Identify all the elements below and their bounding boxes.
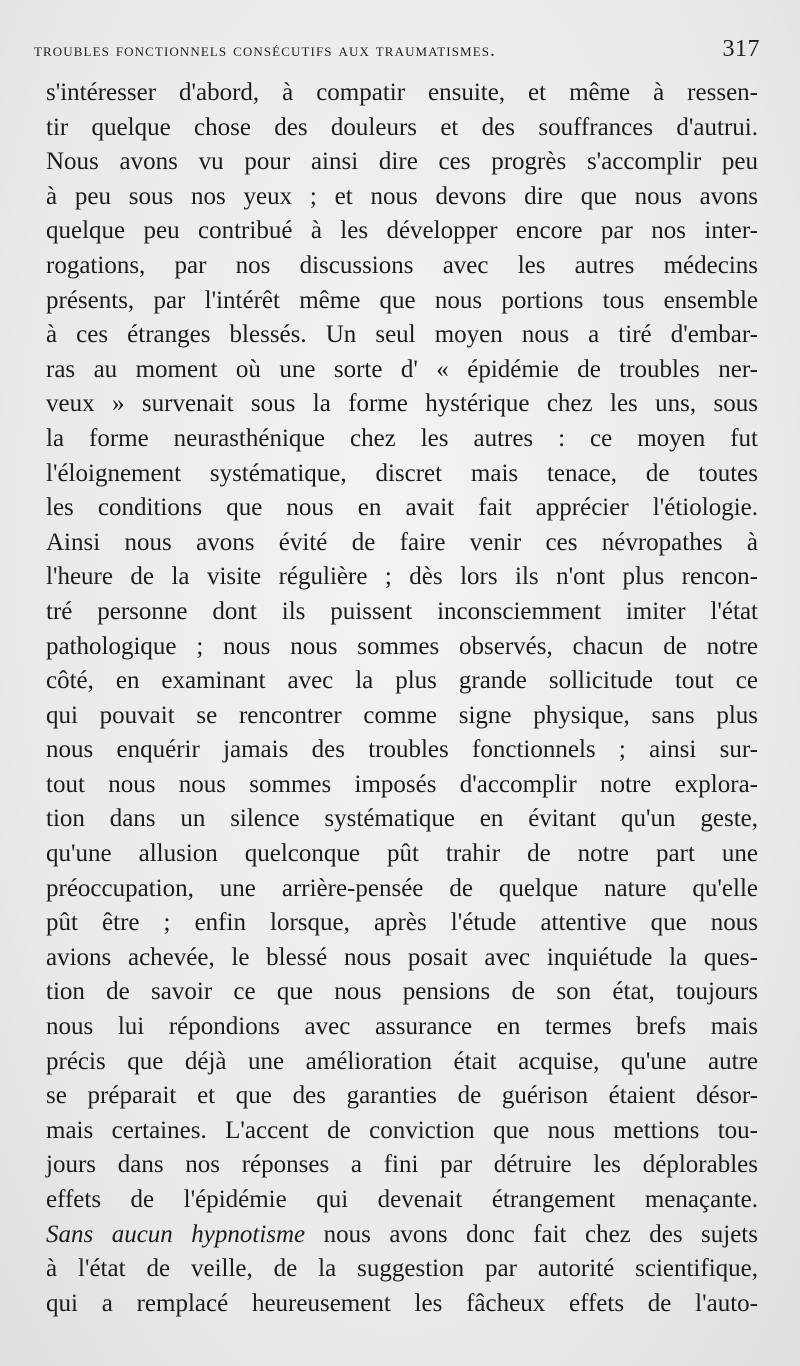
text-line: présents, par l'intérêt même que nous portions tous ensemble <box>46 286 758 314</box>
text-line: pût être ; enfin lorsque, après l'étude attentive que nous <box>46 909 758 937</box>
text-line: quelque peu contribué à les développer encore par nos inter- <box>46 217 758 245</box>
text-line: à peu sous nos yeux ; et nous devons dire que nous avons <box>46 182 758 210</box>
text-line: tion de savoir ce que nous pensions de son état, toujours <box>46 978 758 1006</box>
text-line-rest: nous avons donc fait chez des sujets <box>305 1220 758 1248</box>
text-line: les conditions que nous en avait fait apprécier l'étiologie. <box>46 494 758 522</box>
text-line: s'intéresser d'abord, à compatir ensuite, et même à ressen- <box>46 79 758 106</box>
body-text <box>46 76 758 1321</box>
text-line: tion dans un silence systématique en évitant qu'un geste, <box>46 805 758 833</box>
italic-phrase: Sans aucun hypnotisme <box>46 1220 306 1248</box>
text-line: mais certaines. L'accent de conviction que nous mettions tou- <box>46 1116 758 1144</box>
text-line: nous enquérir jamais des troubles fonctionnels ; ainsi sur- <box>46 736 758 764</box>
text-line: tré personne dont ils puissent inconsciemment imiter l'état <box>46 597 758 625</box>
text-line: préoccupation, une arrière-pensée de quelque nature qu'elle <box>46 874 758 902</box>
text-line: rogations, par nos discussions avec les autres médecins <box>46 251 758 279</box>
text-line: pathologique ; nous nous sommes observés, chacun de notre <box>46 632 758 660</box>
text-line: tir quelque chose des douleurs et des souffrances d'autrui. <box>46 113 758 141</box>
text-line: qui a remplacé heureusement les fâcheux effets de l'auto- <box>46 1289 758 1317</box>
text-line: côté, en examinant avec la plus grande sollicitude tout ce <box>46 667 758 695</box>
text-line: nous lui répondions avec assurance en termes brefs mais <box>46 1013 758 1041</box>
text-line: qui pouvait se rencontrer comme signe physique, sans plus <box>46 701 758 729</box>
text-line-italic-lead <box>46 1218 758 1253</box>
text-line: Nous avons vu pour ainsi dire ces progrès s'accomplir peu <box>46 148 758 176</box>
text-line: précis que déjà une amélioration était acquise, qu'une autre <box>46 1047 758 1075</box>
text-line: l'heure de la visite régulière ; dès lors ils n'ont plus rencon- <box>46 563 758 591</box>
text-line: Ainsi nous avons évité de faire venir ces névropathes à <box>46 528 758 556</box>
text-line: l'éloignement systématique, discret mais tenace, de toutes <box>46 459 758 487</box>
text-line: ras au moment où une sorte d' « épidémie de troubles ner- <box>46 355 758 383</box>
text-line: tout nous nous sommes imposés d'accomplir notre explora- <box>46 770 758 798</box>
text-line: veux » survenait sous la forme hystérique chez les uns, sous <box>46 390 758 418</box>
text-line: la forme neurasthénique chez les autres : ce moyen fut <box>46 424 758 452</box>
text-line: à l'état de veille, de la suggestion par autorité scientifique, <box>46 1255 758 1283</box>
page-number: 317 <box>722 36 760 62</box>
text-line: se préparait et que des garanties de guérison étaient désor- <box>46 1082 758 1110</box>
text-line: avions achevée, le blessé nous posait avec inquiétude la ques- <box>46 943 758 971</box>
text-line: à ces étranges blessés. Un seul moyen nous a tiré d'embar- <box>46 321 758 349</box>
text-line: qu'une allusion quelconque pût trahir de notre part une <box>46 840 758 868</box>
running-title: troubles fonctionnels consécutifs aux traumatismes. <box>34 40 496 61</box>
text-line: effets de l'épidémie qui devenait étrangement menaçante. <box>46 1186 758 1213</box>
text-line: jours dans nos réponses a fini par détruire les déplorables <box>46 1151 758 1179</box>
page-header <box>34 36 760 66</box>
